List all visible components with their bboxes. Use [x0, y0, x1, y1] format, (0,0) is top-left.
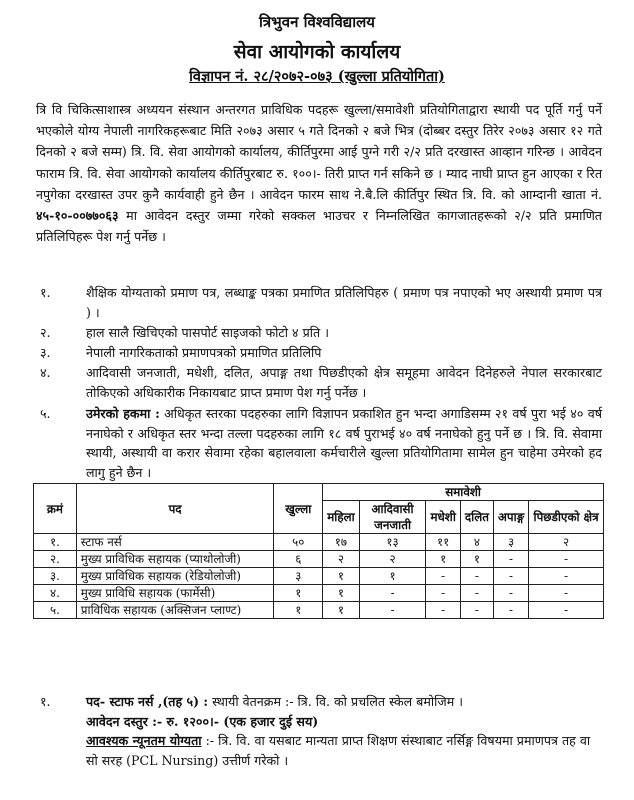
table-row [34, 534, 604, 551]
intro-paragraph [36, 99, 602, 247]
table-row [34, 602, 604, 619]
item-number: ३. [40, 345, 51, 360]
row-cell: - [493, 602, 528, 619]
office-name: सेवा आयोगको कार्यालय [233, 41, 401, 63]
notice-title [0, 66, 634, 86]
detail-post-text: स्थायी वेतनक्रम :- त्रि. वि. को प्रचलित स्केल बमोजिम । [212, 694, 464, 709]
table-row [34, 585, 604, 602]
row-open: ५० [274, 534, 323, 551]
row-cell: - [359, 602, 426, 619]
col-header-inclusive: समावेशी [323, 484, 604, 501]
row-cell: - [426, 585, 460, 602]
row-post: मुख्य प्राविधि सहायक (फार्मेसी) [76, 585, 274, 602]
row-cell: ४ [460, 534, 493, 551]
row-cell: १ [323, 602, 359, 619]
row-cell: - [460, 602, 493, 619]
row-cell: १ [426, 551, 460, 568]
row-cell: ३ [493, 534, 528, 551]
row-post: मुख्य प्राविधिक सहायक (रेडियोलोजी) [76, 568, 274, 585]
detail-post-line [86, 692, 602, 712]
age-item [36, 404, 602, 482]
item-number: ५. [40, 406, 51, 421]
col-header-post: पद [76, 484, 274, 534]
row-num: ३. [34, 568, 77, 585]
detail-fee-line [86, 712, 602, 732]
row-cell: १७ [323, 534, 359, 551]
list-item [36, 343, 602, 363]
row-open: ६ [274, 551, 323, 568]
intro-text-2: मा आवेदन दस्तुर जम्मा गरेको सक्कल भाउचर र निम्नलिखित कागजातहरूको २/२ प्रति प्रमाणित प्रतिलिपिहरू पेश गर्नु पर्नेछ । [36, 208, 602, 245]
item-text: शैक्षिक योग्यताको प्रमाण पत्र, लब्धाङ्क पत्रका प्रमाणित प्रतिलिपिहरु ( प्रमाण पत्र नपाएको भए अस्थायी प्रमाण पत्र ) । [86, 285, 602, 320]
col-header-backward: पिछडीएको क्षेत्र [529, 501, 604, 534]
row-open: १ [274, 585, 323, 602]
item-text: नेपाली नागरिकताको प्रमाणपत्रको प्रमाणित प्रतिलिपि [86, 345, 322, 360]
posts-table [33, 483, 604, 619]
row-post: प्राविधिक सहायक (अक्सिजन प्लाण्ट) [76, 602, 274, 619]
item-text [86, 404, 602, 482]
list-item [36, 323, 602, 343]
detail-post-label: पद- स्टाफ नर्स ,(तह ५) : [86, 694, 209, 709]
row-cell: - [529, 551, 604, 568]
row-cell: - [529, 585, 604, 602]
detail-qual-label: आवश्यक न्यूनतम योग्यता [86, 733, 202, 748]
row-cell: - [493, 551, 528, 568]
row-cell: - [493, 585, 528, 602]
row-num: २. [34, 551, 77, 568]
col-header-madhesi: मधेशी [426, 501, 460, 534]
detail-qualification [86, 731, 602, 770]
list-item [36, 363, 602, 402]
col-header-num: क्रमं [34, 484, 77, 534]
row-cell: - [426, 602, 460, 619]
row-cell: - [460, 568, 493, 585]
row-post: स्टाफ नर्स [76, 534, 274, 551]
row-cell: १३ [359, 534, 426, 551]
row-cell: - [529, 568, 604, 585]
item-text: आदिवासी जनजाती, मधेशी, दलित, अपाङ्ग तथा पिछडीएको क्षेत्र समूहमा आवेदन दिनेहरुले नेपाल सरकारबाट तोकिएको अधिकारीक निकायबाट प्राप्त प्रमाण पेश गर्नु पर्नेछ । [86, 365, 602, 400]
age-text: अधिकृत स्तरका पदहरुका लागि विज्ञापन प्रकाशित हुन भन्दा अगाडिसम्म २१ वर्ष पुरा भई ४० वर्ष ननाघेको र अधिकृत स्तर भन्दा तल्ला पदहरुका लागि १८ वर्ष पुराभई ४० वर्ष ननाघेको हुनु पर्ने छ । त्रि. वि. सेवामा स्थायी, अस्थायी वा करार सेवामा रहेका बहालवाला कर्मचारीले खुल्ला प्रतियोगितामा सामेल हुन चाहेमा उमेरको हद लागु हुने छैन । [86, 406, 602, 480]
row-open: १ [274, 602, 323, 619]
row-cell: १ [323, 585, 359, 602]
row-num: ४. [34, 585, 77, 602]
col-header-janajati: आदिवासी जनजाती [359, 501, 426, 534]
row-cell: १ [323, 568, 359, 585]
account-number: ४५-१०-००७७०६३ [36, 208, 119, 224]
row-cell: २ [323, 551, 359, 568]
row-num: ५. [34, 602, 77, 619]
detail-fee: आवेदन दस्तुर :- रु. १२००।- (एक हजार दुई सय) [86, 713, 319, 729]
row-cell: २ [529, 534, 604, 551]
row-cell: - [529, 602, 604, 619]
row-cell: - [359, 585, 426, 602]
list-item [36, 283, 602, 322]
row-cell: २ [359, 551, 426, 568]
col-header-disabled: अपाङ्ग [493, 501, 528, 534]
row-cell: १ [460, 551, 493, 568]
item-number: १. [40, 285, 51, 300]
row-cell: - [426, 568, 460, 585]
detail-qual-text: :- त्रि. वि. वा यसबाट मान्यता प्राप्त शिक्षण संस्थाबाट नर्सिङ्ग विषयमा प्रमाणपत्र तह वा सो सरह (PCL Nursing) उत्तीर्ण गरेको । [86, 733, 591, 768]
item-number: ४. [40, 365, 51, 380]
post-detail [36, 692, 602, 770]
detail-number: १. [40, 694, 51, 709]
row-num: १. [34, 534, 77, 551]
col-header-dalit: दलित [460, 501, 493, 534]
item-text: हाल सालै खिचिएको पासपोर्ट साइजको फोटो ४ प्रति । [86, 325, 329, 340]
table-row [34, 568, 604, 585]
row-cell: १ [359, 568, 426, 585]
table-row [34, 551, 604, 568]
row-open: ३ [274, 568, 323, 585]
row-cell: - [460, 585, 493, 602]
col-header-women: महिला [323, 501, 359, 534]
age-label: उमेरको हकमा : [86, 406, 160, 421]
university-name: त्रिभुवन विश्वविद्यालय [259, 13, 375, 31]
col-header-open: खुल्ला [274, 484, 323, 534]
notice-number: विज्ञापन नं. २८/२०७२-०७३ (खुल्ला प्रतियोगिता) [189, 68, 445, 85]
row-cell: ११ [426, 534, 460, 551]
row-post: मुख्य प्राविधिक सहायक (प्याथोलोजी) [76, 551, 274, 568]
item-number: २. [40, 325, 51, 340]
intro-text-1: त्रि वि चिकित्साशास्त्र अध्ययन संस्थान अन्तरगत प्राविधिक पदहरू खुल्ला/समावेशी प्रतियोगिताद्वारा स्थायी पद पूर्ति गर्नु पर्ने भएकोले योग्य नेपाली नागरिकहरूबाट मिति २०७३ असार ५ गते दिनको २ बजे भित्र (दोब्बर दस्तुर तिरेर २०७३ असार १२ गते दिनको २ बजे सम्म) त्रि. वि. सेवा आयोगको कार्यालय, कीर्तिपुरमा आई पुग्ने गरी २/२ प्रति दरखास्त आव्हान गरिन्छ । आवेदन फाराम त्रि. वि. सेवा आयोगको कार्यालय कीर्तिपुरबाट रु. १००।- तिरी प्राप्त गर्न सकिने छ । म्याद नाघी प्राप्त हुन आएका र रित नपुगेका दरखास्त उपर कुनै कार्यवाही हुने छैन । आवेदन फारम साथ ने.बै.लि कीर्तिपुर स्थित त्रि. वि. को आम्दानी खाता नं. [36, 102, 602, 202]
row-cell: - [493, 568, 528, 585]
